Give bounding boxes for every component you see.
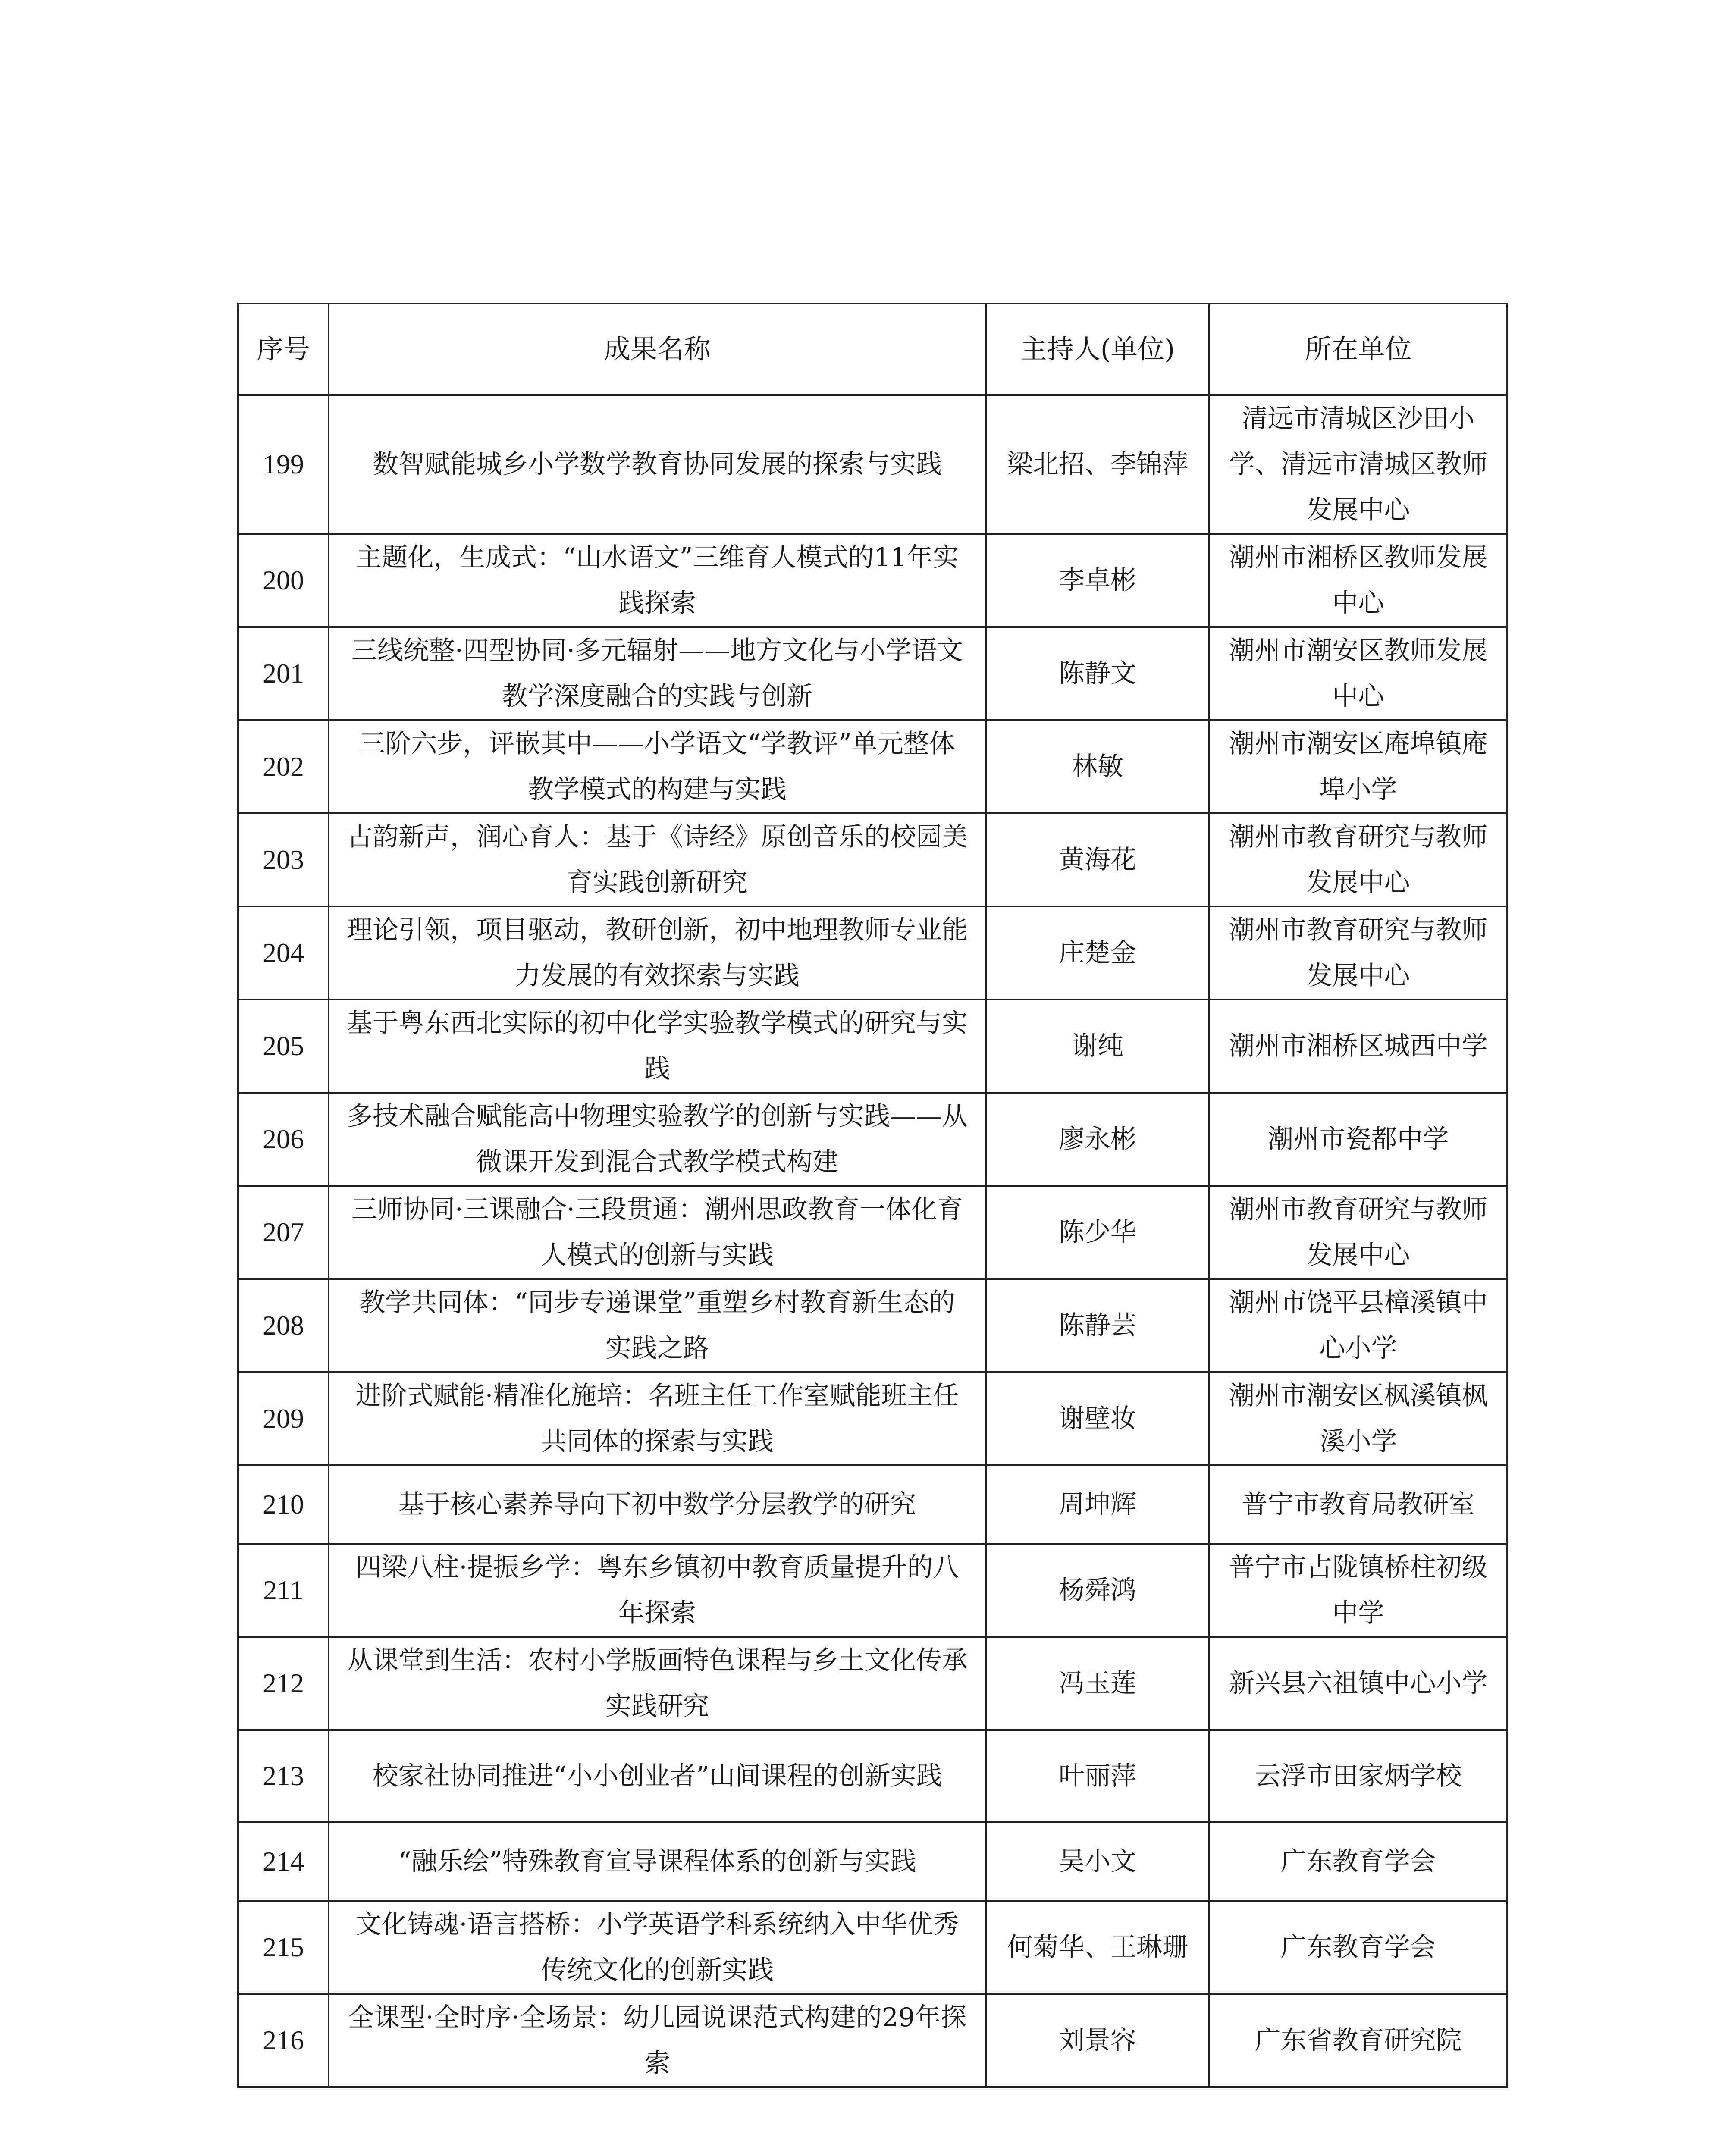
- table-row: [238, 627, 1507, 720]
- row-host: 黄海花: [986, 813, 1209, 906]
- row-no: 201: [238, 627, 329, 720]
- row-no: 211: [238, 1544, 329, 1637]
- row-no: 208: [238, 1279, 329, 1372]
- row-title: 四梁八柱·提振乡学：粤东乡镇初中教育质量提升的八年探索: [329, 1544, 986, 1637]
- row-unit: 云浮市田家炳学校: [1209, 1730, 1507, 1822]
- row-unit: 潮州市潮安区枫溪镇枫溪小学: [1209, 1372, 1507, 1465]
- table-header-row: [238, 304, 1507, 395]
- table-row: [238, 906, 1507, 1000]
- table-row: [238, 1822, 1507, 1901]
- row-unit: 新兴县六祖镇中心小学: [1209, 1637, 1507, 1730]
- row-no: 200: [238, 534, 329, 627]
- row-unit: 潮州市教育研究与教师发展中心: [1209, 906, 1507, 1000]
- row-unit: 潮州市教育研究与教师发展中心: [1209, 813, 1507, 906]
- row-unit: 潮州市湘桥区城西中学: [1209, 1000, 1507, 1093]
- row-title: 全课型·全时序·全场景：幼儿园说课范式构建的29年探索: [329, 1994, 986, 2087]
- row-no: 215: [238, 1901, 329, 1994]
- row-unit: 潮州市教育研究与教师发展中心: [1209, 1186, 1507, 1279]
- row-unit: 普宁市占陇镇桥柱初级中学: [1209, 1544, 1507, 1637]
- header-unit: 所在单位: [1209, 304, 1507, 395]
- row-title: 三师协同·三课融合·三段贯通：潮州思政教育一体化育人模式的创新与实践: [329, 1186, 986, 1279]
- row-unit: 潮州市潮安区庵埠镇庵埠小学: [1209, 720, 1507, 813]
- row-no: 199: [238, 395, 329, 534]
- table-row: [238, 395, 1507, 534]
- table-row: [238, 720, 1507, 813]
- row-host: 庄楚金: [986, 906, 1209, 1000]
- table-row: [238, 1000, 1507, 1093]
- row-no: 213: [238, 1730, 329, 1822]
- row-title: 理论引领，项目驱动，教研创新，初中地理教师专业能力发展的有效探索与实践: [329, 906, 986, 1000]
- row-title: 基于粤东西北实际的初中化学实验教学模式的研究与实践: [329, 1000, 986, 1093]
- row-title: 校家社协同推进“小小创业者”山间课程的创新实践: [329, 1730, 986, 1822]
- table-row: [238, 534, 1507, 627]
- table-row: [238, 1637, 1507, 1730]
- row-no: 207: [238, 1186, 329, 1279]
- row-unit: 清远市清城区沙田小学、清远市清城区教师发展中心: [1209, 395, 1507, 534]
- row-host: 刘景容: [986, 1994, 1209, 2087]
- table-row: [238, 1544, 1507, 1637]
- row-unit: 广东省教育研究院: [1209, 1994, 1507, 2087]
- row-no: 216: [238, 1994, 329, 2087]
- row-no: 210: [238, 1465, 329, 1544]
- table-row: [238, 1186, 1507, 1279]
- row-host: 杨舜鸿: [986, 1544, 1209, 1637]
- row-unit: 普宁市教育局教研室: [1209, 1465, 1507, 1544]
- row-host: 陈静芸: [986, 1279, 1209, 1372]
- row-title: 文化铸魂·语言搭桥：小学英语学科系统纳入中华优秀传统文化的创新实践: [329, 1901, 986, 1994]
- row-title: 三线统整·四型协同·多元辐射——地方文化与小学语文教学深度融合的实践与创新: [329, 627, 986, 720]
- row-no: 204: [238, 906, 329, 1000]
- row-unit: 广东教育学会: [1209, 1822, 1507, 1901]
- row-no: 203: [238, 813, 329, 906]
- row-title: 基于核心素养导向下初中数学分层教学的研究: [329, 1465, 986, 1544]
- row-no: 212: [238, 1637, 329, 1730]
- results-table: [237, 303, 1508, 2088]
- table-row: [238, 813, 1507, 906]
- row-title: 古韵新声，润心育人：基于《诗经》原创音乐的校园美育实践创新研究: [329, 813, 986, 906]
- row-no: 206: [238, 1093, 329, 1186]
- row-host: 李卓彬: [986, 534, 1209, 627]
- row-no: 209: [238, 1372, 329, 1465]
- header-title: 成果名称: [329, 304, 986, 395]
- row-title: 进阶式赋能·精准化施培：名班主任工作室赋能班主任共同体的探索与实践: [329, 1372, 986, 1465]
- header-no: 序号: [238, 304, 329, 395]
- row-title: 主题化，生成式：“山水语文”三维育人模式的11年实践探索: [329, 534, 986, 627]
- row-unit: 广东教育学会: [1209, 1901, 1507, 1994]
- table-row: [238, 1994, 1507, 2087]
- row-title: 数智赋能城乡小学数学教育协同发展的探索与实践: [329, 395, 986, 534]
- row-host: 冯玉莲: [986, 1637, 1209, 1730]
- row-host: 陈少华: [986, 1186, 1209, 1279]
- table-row: [238, 1465, 1507, 1544]
- row-no: 205: [238, 1000, 329, 1093]
- table-row: [238, 1279, 1507, 1372]
- row-host: 陈静文: [986, 627, 1209, 720]
- row-unit: 潮州市瓷都中学: [1209, 1093, 1507, 1186]
- row-title: 三阶六步，评嵌其中——小学语文“学教评”单元整体教学模式的构建与实践: [329, 720, 986, 813]
- table-row: [238, 1730, 1507, 1822]
- row-title: 多技术融合赋能高中物理实验教学的创新与实践——从微课开发到混合式教学模式构建: [329, 1093, 986, 1186]
- row-host: 周坤辉: [986, 1465, 1209, 1544]
- row-host: 谢壁妆: [986, 1372, 1209, 1465]
- table-row: [238, 1901, 1507, 1994]
- row-host: 叶丽萍: [986, 1730, 1209, 1822]
- header-host: 主持人(单位): [986, 304, 1209, 395]
- row-unit: 潮州市潮安区教师发展中心: [1209, 627, 1507, 720]
- row-host: 廖永彬: [986, 1093, 1209, 1186]
- row-title: 教学共同体：“同步专递课堂”重塑乡村教育新生态的实践之路: [329, 1279, 986, 1372]
- row-host: 谢纯: [986, 1000, 1209, 1093]
- row-no: 202: [238, 720, 329, 813]
- row-title: “融乐绘”特殊教育宣导课程体系的创新与实践: [329, 1822, 986, 1901]
- row-host: 梁北招、李锦萍: [986, 395, 1209, 534]
- row-host: 林敏: [986, 720, 1209, 813]
- row-host: 何菊华、王琳珊: [986, 1901, 1209, 1994]
- row-title: 从课堂到生活：农村小学版画特色课程与乡土文化传承实践研究: [329, 1637, 986, 1730]
- table-row: [238, 1093, 1507, 1186]
- row-no: 214: [238, 1822, 329, 1901]
- row-host: 吴小文: [986, 1822, 1209, 1901]
- row-unit: 潮州市饶平县樟溪镇中心小学: [1209, 1279, 1507, 1372]
- row-unit: 潮州市湘桥区教师发展中心: [1209, 534, 1507, 627]
- table-row: [238, 1372, 1507, 1465]
